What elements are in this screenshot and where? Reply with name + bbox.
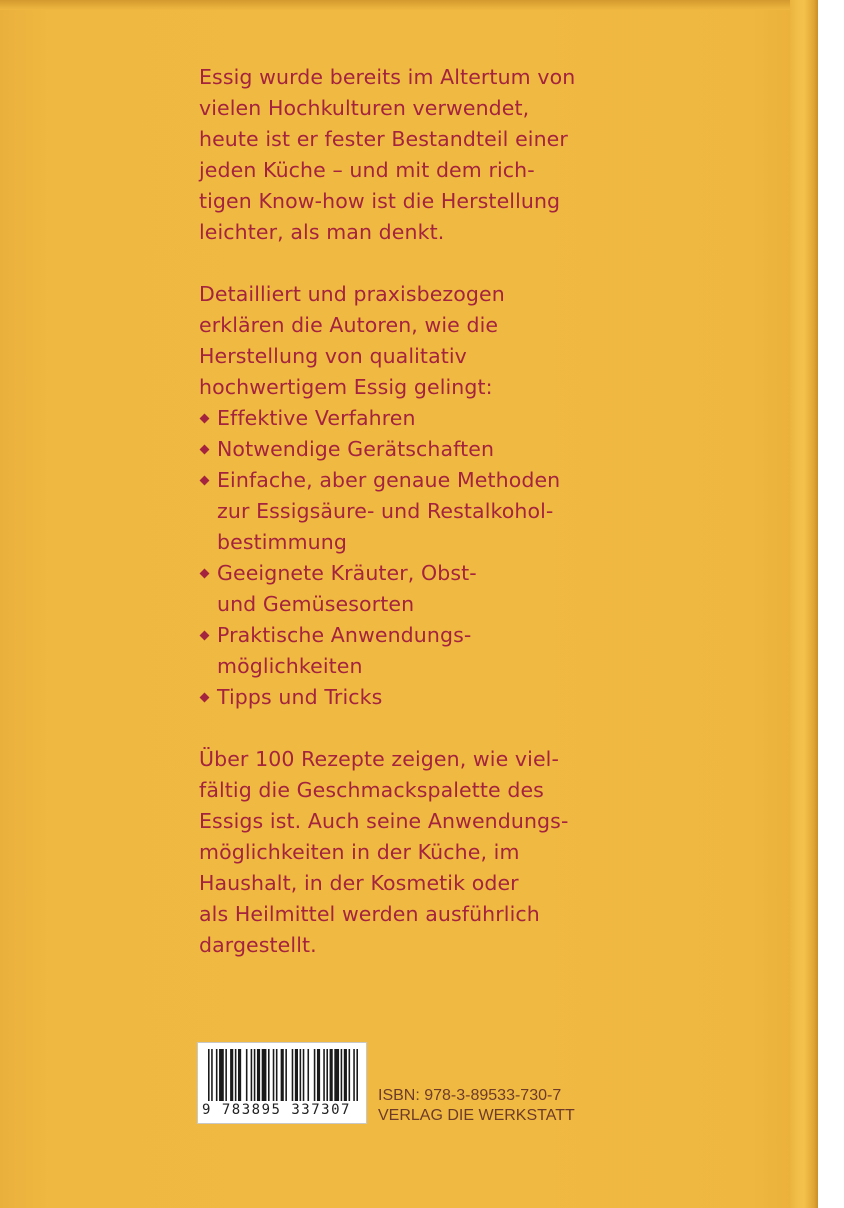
barcode-bars bbox=[208, 1049, 358, 1101]
intro-line: jeden Küche – und mit dem rich- bbox=[199, 158, 535, 182]
barcode-bar bbox=[281, 1049, 284, 1101]
barcode-bar bbox=[353, 1049, 355, 1101]
barcode-bar bbox=[262, 1049, 267, 1101]
intro-line: heute ist er fester Bestandteil einer bbox=[199, 127, 568, 151]
diamond-bullet-icon bbox=[199, 434, 217, 465]
cover-top-edge bbox=[0, 0, 818, 10]
isbn-number: ISBN: 978-3-89533-730-7 bbox=[378, 1087, 562, 1104]
barcode-bar bbox=[208, 1049, 210, 1101]
list-item-text: Einfache, aber genaue Methoden bbox=[217, 468, 561, 492]
barcode-bar bbox=[273, 1049, 275, 1101]
barcode-bar bbox=[330, 1049, 333, 1101]
publisher-name: VERLAG DIE WERKSTATT bbox=[378, 1107, 575, 1124]
barcode-bar bbox=[246, 1049, 248, 1101]
recipes-line: Über 100 Rezepte zeigen, wie viel- bbox=[199, 747, 559, 771]
barcode-bar bbox=[219, 1049, 224, 1101]
publisher-info bbox=[378, 1086, 575, 1126]
intro-line: Essig wurde bereits im Altertum von bbox=[199, 65, 576, 89]
intro-line: vielen Hochkulturen verwendet, bbox=[199, 96, 530, 120]
barcode-bar bbox=[292, 1049, 294, 1101]
list-item-text: Praktische Anwendungs- bbox=[217, 623, 472, 647]
list-item bbox=[199, 620, 619, 651]
barcode bbox=[197, 1042, 367, 1124]
details-line: Detailliert und praxisbezogen bbox=[199, 282, 505, 306]
barcode-bar bbox=[356, 1049, 358, 1101]
barcode-bar bbox=[323, 1049, 325, 1101]
list-item-text: Geeignete Kräuter, Obst- bbox=[217, 561, 477, 585]
list-item bbox=[199, 682, 619, 713]
recipes-line: fältig die Geschmackspalette des bbox=[199, 778, 544, 802]
recipes-line: dargestellt. bbox=[199, 933, 317, 957]
barcode-bar bbox=[230, 1049, 233, 1101]
list-item-text: Notwendige Gerätschaften bbox=[217, 437, 495, 461]
feature-list bbox=[199, 403, 619, 713]
cover-spine-edge bbox=[790, 0, 818, 1208]
barcode-bar bbox=[235, 1049, 237, 1101]
barcode-bar bbox=[303, 1049, 305, 1101]
barcode-bar bbox=[254, 1049, 256, 1101]
barcode-bar bbox=[344, 1049, 347, 1101]
recipes-line: Haushalt, in der Kosmetik oder bbox=[199, 871, 519, 895]
blurb-text bbox=[199, 62, 619, 961]
barcode-bar bbox=[300, 1049, 302, 1101]
list-item bbox=[199, 434, 619, 465]
recipes-line: Essigs ist. Auch seine Anwendungs- bbox=[199, 809, 569, 833]
barcode-bar bbox=[216, 1049, 218, 1101]
barcode-bar bbox=[225, 1049, 227, 1101]
barcode-digits: 9 783895 337307 bbox=[202, 1102, 351, 1118]
list-item-continuation: möglichkeiten bbox=[217, 654, 363, 678]
list-item-text: Effektive Verfahren bbox=[217, 406, 416, 430]
barcode-bar bbox=[285, 1049, 287, 1101]
diamond-bullet-icon bbox=[199, 620, 217, 651]
diamond-bullet-icon bbox=[199, 682, 217, 713]
diamond-bullet-icon bbox=[199, 403, 217, 434]
barcode-bar bbox=[349, 1049, 351, 1101]
list-item-continuation: bestimmung bbox=[217, 530, 347, 554]
barcode-bar bbox=[276, 1049, 278, 1101]
barcode-bar bbox=[238, 1049, 241, 1101]
barcode-bar bbox=[334, 1049, 339, 1101]
intro-paragraph bbox=[199, 62, 619, 248]
list-item-continuation: zur Essigsäure- und Restalkohol- bbox=[217, 499, 554, 523]
recipes-paragraph bbox=[199, 744, 619, 961]
details-line: Herstellung von qualitativ bbox=[199, 344, 467, 368]
intro-line: leichter, als man denkt. bbox=[199, 220, 445, 244]
intro-line: tigen Know-how ist die Herstellung bbox=[199, 189, 561, 213]
barcode-bar bbox=[251, 1049, 253, 1101]
list-item-continuation: und Gemüsesorten bbox=[217, 592, 415, 616]
details-paragraph bbox=[199, 279, 619, 403]
barcode-bar bbox=[314, 1049, 316, 1101]
list-item-text: Tipps und Tricks bbox=[217, 685, 383, 709]
barcode-bar bbox=[326, 1049, 328, 1101]
barcode-bar bbox=[257, 1049, 260, 1101]
barcode-bar bbox=[307, 1049, 309, 1101]
barcode-bar bbox=[295, 1049, 298, 1101]
recipes-line: möglichkeiten in der Küche, im bbox=[199, 840, 520, 864]
barcode-bar bbox=[341, 1049, 343, 1101]
barcode-bar bbox=[317, 1049, 320, 1101]
recipes-line: als Heilmittel werden ausführlich bbox=[199, 902, 540, 926]
diamond-bullet-icon bbox=[199, 558, 217, 589]
list-item bbox=[199, 465, 619, 496]
details-line: hochwertigem Essig gelingt: bbox=[199, 375, 493, 399]
barcode-bar bbox=[268, 1049, 270, 1101]
barcode-bar bbox=[211, 1049, 213, 1101]
diamond-bullet-icon bbox=[199, 465, 217, 496]
list-item bbox=[199, 558, 619, 589]
details-line: erklären die Autoren, wie die bbox=[199, 313, 499, 337]
list-item bbox=[199, 403, 619, 434]
